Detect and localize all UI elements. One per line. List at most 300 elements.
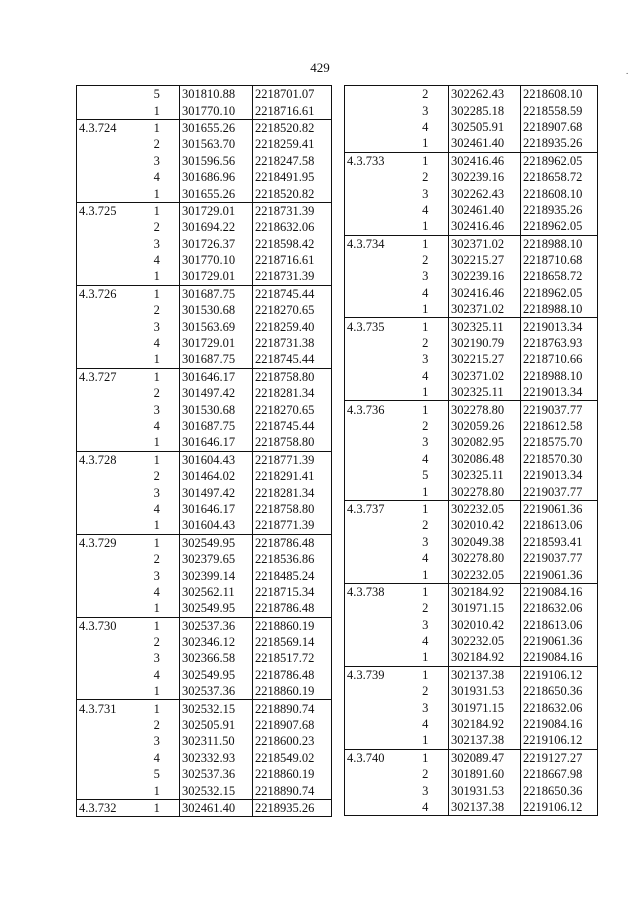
- parcel-id-cell: [345, 732, 403, 749]
- table-row: [345, 699, 598, 715]
- y-coordinate-cell: 2218281.34: [253, 484, 332, 500]
- x-coordinate-cell: 302184.92: [449, 583, 521, 600]
- table-row: [77, 517, 332, 534]
- y-coordinate-cell: 2218558.59: [521, 102, 598, 118]
- x-coordinate-cell: 302285.18: [449, 102, 521, 118]
- parcel-id-cell: [345, 799, 403, 816]
- y-coordinate-cell: 2218600.23: [253, 733, 332, 749]
- parcel-id-cell: [345, 268, 403, 284]
- x-coordinate-cell: 302461.40: [449, 202, 521, 218]
- parcel-id-cell: [345, 617, 403, 633]
- y-coordinate-cell: 2218608.10: [521, 86, 598, 103]
- table-row: [345, 218, 598, 235]
- x-coordinate-cell: 302505.91: [180, 717, 253, 733]
- parcel-id-cell: [345, 716, 403, 732]
- y-coordinate-cell: 2218667.98: [521, 766, 598, 782]
- point-number-cell: 1: [403, 583, 449, 600]
- table-row: [345, 517, 598, 533]
- table-row: [77, 202, 332, 219]
- parcel-id-cell: [77, 86, 135, 103]
- x-coordinate-cell: 302215.27: [449, 252, 521, 268]
- x-coordinate-cell: 301497.42: [180, 484, 253, 500]
- table-row: [77, 385, 332, 401]
- parcel-id-cell: [345, 285, 403, 301]
- parcel-id-cell: [345, 483, 403, 500]
- parcel-id-cell: 4.3.726: [77, 285, 135, 302]
- y-coordinate-cell: 2219013.34: [521, 467, 598, 483]
- table-row: [77, 102, 332, 119]
- parcel-id-cell: [77, 385, 135, 401]
- table-row: [77, 534, 332, 551]
- table-row: [345, 119, 598, 135]
- table-row: [77, 600, 332, 617]
- parcel-id-cell: 4.3.734: [345, 235, 403, 252]
- table-row: [77, 318, 332, 334]
- parcel-id-cell: [77, 551, 135, 567]
- point-number-cell: 2: [135, 385, 180, 401]
- point-number-cell: 3: [403, 699, 449, 715]
- parcel-id-cell: [345, 451, 403, 467]
- x-coordinate-cell: 302137.38: [449, 666, 521, 683]
- point-number-cell: 1: [403, 483, 449, 500]
- x-coordinate-cell: 302379.65: [180, 551, 253, 567]
- table-row: [77, 86, 332, 103]
- table-row: [77, 551, 332, 567]
- table-row: [345, 318, 598, 335]
- x-coordinate-cell: 302010.42: [449, 517, 521, 533]
- x-coordinate-cell: 302416.46: [449, 285, 521, 301]
- parcel-id-cell: 4.3.728: [77, 451, 135, 468]
- x-coordinate-cell: 302262.43: [449, 86, 521, 103]
- y-coordinate-cell: 2218731.39: [253, 268, 332, 285]
- table-row: [345, 617, 598, 633]
- table-row: [77, 153, 332, 169]
- point-number-cell: 4: [403, 119, 449, 135]
- x-coordinate-cell: 301971.15: [449, 699, 521, 715]
- point-number-cell: 4: [403, 716, 449, 732]
- point-number-cell: 3: [135, 153, 180, 169]
- parcel-id-cell: [77, 318, 135, 334]
- table-row: [345, 451, 598, 467]
- y-coordinate-cell: 2218716.61: [253, 102, 332, 119]
- point-number-cell: 2: [403, 600, 449, 616]
- y-coordinate-cell: 2218710.68: [521, 252, 598, 268]
- parcel-id-cell: [345, 683, 403, 699]
- parcel-id-cell: [77, 418, 135, 434]
- y-coordinate-cell: 2218763.93: [521, 335, 598, 351]
- point-number-cell: 1: [135, 782, 180, 799]
- parcel-id-cell: [77, 634, 135, 650]
- parcel-id-cell: [77, 733, 135, 749]
- y-coordinate-cell: 2219106.12: [521, 799, 598, 816]
- y-coordinate-cell: 2218731.38: [253, 335, 332, 351]
- x-coordinate-cell: 302537.36: [180, 683, 253, 700]
- point-number-cell: 2: [403, 169, 449, 185]
- y-coordinate-cell: 2218890.74: [253, 700, 332, 717]
- x-coordinate-cell: 302215.27: [449, 351, 521, 367]
- point-number-cell: 4: [135, 750, 180, 766]
- parcel-id-cell: [77, 567, 135, 583]
- y-coordinate-cell: 2219037.77: [521, 401, 598, 418]
- y-coordinate-cell: 2218745.44: [253, 418, 332, 434]
- x-coordinate-cell: 302416.46: [449, 152, 521, 169]
- point-number-cell: 1: [403, 152, 449, 169]
- point-number-cell: 4: [135, 501, 180, 517]
- y-coordinate-cell: 2219013.34: [521, 318, 598, 335]
- x-coordinate-cell: 302137.38: [449, 732, 521, 749]
- page-number: 429: [310, 60, 330, 75]
- x-coordinate-cell: 302190.79: [449, 335, 521, 351]
- parcel-id-cell: [77, 102, 135, 119]
- table-row: [77, 302, 332, 318]
- x-coordinate-cell: 301530.68: [180, 302, 253, 318]
- point-number-cell: 5: [135, 86, 180, 103]
- y-coordinate-cell: 2218291.41: [253, 468, 332, 484]
- x-coordinate-cell: 302461.40: [449, 135, 521, 152]
- y-coordinate-cell: 2218962.05: [521, 218, 598, 235]
- point-number-cell: 2: [135, 219, 180, 235]
- parcel-id-cell: [345, 418, 403, 434]
- y-coordinate-cell: 2219037.77: [521, 550, 598, 566]
- y-coordinate-cell: 2218731.39: [253, 202, 332, 219]
- table-row: [77, 683, 332, 700]
- point-number-cell: 1: [135, 102, 180, 119]
- y-coordinate-cell: 2218786.48: [253, 600, 332, 617]
- table-row: [77, 700, 332, 717]
- point-number-cell: 1: [403, 301, 449, 318]
- parcel-id-cell: [345, 202, 403, 218]
- parcel-id-cell: [77, 153, 135, 169]
- y-coordinate-cell: 2219061.36: [521, 633, 598, 649]
- x-coordinate-cell: 301646.17: [180, 434, 253, 451]
- point-number-cell: 1: [135, 700, 180, 717]
- x-coordinate-cell: 302371.02: [449, 368, 521, 384]
- point-number-cell: 1: [135, 202, 180, 219]
- y-coordinate-cell: 2218935.26: [521, 135, 598, 152]
- y-coordinate-cell: 2218715.34: [253, 584, 332, 600]
- table-row: [345, 285, 598, 301]
- point-number-cell: 1: [403, 666, 449, 683]
- parcel-id-cell: [345, 566, 403, 583]
- table-row: [77, 169, 332, 185]
- y-coordinate-cell: 2218988.10: [521, 368, 598, 384]
- table-row: [345, 766, 598, 782]
- parcel-id-cell: [77, 750, 135, 766]
- parcel-id-cell: [345, 119, 403, 135]
- y-coordinate-cell: 2219106.12: [521, 732, 598, 749]
- y-coordinate-cell: 2218658.72: [521, 268, 598, 284]
- y-coordinate-cell: 2218608.10: [521, 185, 598, 201]
- point-number-cell: 1: [135, 683, 180, 700]
- point-number-cell: 1: [403, 235, 449, 252]
- parcel-id-cell: [77, 401, 135, 417]
- point-number-cell: 2: [135, 302, 180, 318]
- table-row: [345, 384, 598, 401]
- table-row: [345, 351, 598, 367]
- parcel-id-cell: 4.3.739: [345, 666, 403, 683]
- point-number-cell: 3: [403, 351, 449, 367]
- x-coordinate-cell: 302278.80: [449, 550, 521, 566]
- x-coordinate-cell: 301891.60: [449, 766, 521, 782]
- table-row: [345, 649, 598, 666]
- parcel-id-cell: [345, 600, 403, 616]
- parcel-id-cell: [345, 434, 403, 450]
- x-coordinate-cell: 302089.47: [449, 749, 521, 766]
- y-coordinate-cell: 2218786.48: [253, 667, 332, 683]
- point-number-cell: 3: [403, 434, 449, 450]
- y-coordinate-cell: 2218935.26: [521, 202, 598, 218]
- point-number-cell: 1: [403, 500, 449, 517]
- x-coordinate-cell: 302461.40: [180, 799, 253, 816]
- y-coordinate-cell: 2218758.80: [253, 434, 332, 451]
- y-coordinate-cell: 2218988.10: [521, 301, 598, 318]
- y-coordinate-cell: 2219061.36: [521, 500, 598, 517]
- x-coordinate-cell: 302278.80: [449, 401, 521, 418]
- point-number-cell: 4: [403, 633, 449, 649]
- y-coordinate-cell: 2218575.70: [521, 434, 598, 450]
- x-coordinate-cell: 302549.95: [180, 667, 253, 683]
- x-coordinate-cell: 302562.11: [180, 584, 253, 600]
- y-coordinate-cell: 2218860.19: [253, 683, 332, 700]
- table-row: [345, 86, 598, 103]
- x-coordinate-cell: 302537.36: [180, 617, 253, 634]
- table-row: [345, 401, 598, 418]
- table-row: [345, 683, 598, 699]
- table-row: [77, 401, 332, 417]
- parcel-id-cell: [77, 219, 135, 235]
- point-number-cell: 3: [403, 102, 449, 118]
- table-row: [77, 799, 332, 816]
- point-number-cell: 1: [403, 135, 449, 152]
- table-row: [345, 135, 598, 152]
- table-row: [77, 351, 332, 368]
- x-coordinate-cell: 302505.91: [449, 119, 521, 135]
- point-number-cell: 2: [135, 551, 180, 567]
- table-row: [345, 252, 598, 268]
- y-coordinate-cell: 2218771.39: [253, 451, 332, 468]
- table-row: [77, 717, 332, 733]
- point-number-cell: 3: [135, 650, 180, 666]
- parcel-id-cell: [345, 766, 403, 782]
- point-number-cell: 3: [403, 534, 449, 550]
- x-coordinate-cell: 301604.43: [180, 451, 253, 468]
- point-number-cell: 1: [135, 351, 180, 368]
- parcel-id-cell: [77, 517, 135, 534]
- y-coordinate-cell: 2218593.41: [521, 534, 598, 550]
- table-row: [345, 732, 598, 749]
- parcel-id-cell: 4.3.724: [77, 119, 135, 136]
- point-number-cell: 4: [403, 550, 449, 566]
- y-coordinate-cell: 2218716.61: [253, 252, 332, 268]
- x-coordinate-cell: 302346.12: [180, 634, 253, 650]
- parcel-id-cell: [345, 368, 403, 384]
- y-coordinate-cell: 2219013.34: [521, 384, 598, 401]
- x-coordinate-cell: 302184.92: [449, 716, 521, 732]
- x-coordinate-cell: 302532.15: [180, 700, 253, 717]
- parcel-id-cell: [345, 467, 403, 483]
- parcel-id-cell: [345, 782, 403, 798]
- table-row: [77, 119, 332, 136]
- x-coordinate-cell: 301726.37: [180, 236, 253, 252]
- x-coordinate-cell: 302239.16: [449, 169, 521, 185]
- y-coordinate-cell: 2219084.16: [521, 583, 598, 600]
- y-coordinate-cell: 2219084.16: [521, 716, 598, 732]
- y-coordinate-cell: 2218569.14: [253, 634, 332, 650]
- parcel-id-cell: 4.3.740: [345, 749, 403, 766]
- point-number-cell: 4: [403, 202, 449, 218]
- table-row: [77, 268, 332, 285]
- table-row: [345, 749, 598, 766]
- x-coordinate-cell: 302332.93: [180, 750, 253, 766]
- parcel-id-cell: [345, 351, 403, 367]
- y-coordinate-cell: 2218613.06: [521, 517, 598, 533]
- x-coordinate-cell: 301729.01: [180, 335, 253, 351]
- y-coordinate-cell: 2218247.58: [253, 153, 332, 169]
- parcel-id-cell: [77, 268, 135, 285]
- table-row: [77, 236, 332, 252]
- y-coordinate-cell: 2218485.24: [253, 567, 332, 583]
- y-coordinate-cell: 2218270.65: [253, 302, 332, 318]
- x-coordinate-cell: 301729.01: [180, 268, 253, 285]
- y-coordinate-cell: 2218536.86: [253, 551, 332, 567]
- x-coordinate-cell: 301687.75: [180, 418, 253, 434]
- x-coordinate-cell: 302371.02: [449, 235, 521, 252]
- x-coordinate-cell: 301604.43: [180, 517, 253, 534]
- point-number-cell: 3: [403, 268, 449, 284]
- x-coordinate-cell: 302278.80: [449, 483, 521, 500]
- x-coordinate-cell: 302537.36: [180, 766, 253, 782]
- point-number-cell: 1: [135, 119, 180, 136]
- y-coordinate-cell: 2218771.39: [253, 517, 332, 534]
- table-row: [77, 650, 332, 666]
- parcel-id-cell: 4.3.727: [77, 368, 135, 385]
- point-number-cell: 1: [135, 600, 180, 617]
- table-row: [345, 418, 598, 434]
- x-coordinate-cell: 302049.38: [449, 534, 521, 550]
- parcel-id-cell: [77, 351, 135, 368]
- point-number-cell: 4: [135, 252, 180, 268]
- table-row: [77, 750, 332, 766]
- table-row: [345, 534, 598, 550]
- table-row: [345, 566, 598, 583]
- table-row: [77, 617, 332, 634]
- x-coordinate-cell: 302059.26: [449, 418, 521, 434]
- point-number-cell: 1: [135, 285, 180, 302]
- x-coordinate-cell: 302399.14: [180, 567, 253, 583]
- x-coordinate-cell: 302549.95: [180, 600, 253, 617]
- y-coordinate-cell: 2218570.30: [521, 451, 598, 467]
- y-coordinate-cell: 2218962.05: [521, 152, 598, 169]
- parcel-id-cell: [77, 169, 135, 185]
- table-row: [77, 434, 332, 451]
- x-coordinate-cell: 302239.16: [449, 268, 521, 284]
- table-row: [345, 782, 598, 798]
- point-number-cell: 5: [403, 467, 449, 483]
- point-number-cell: 3: [135, 318, 180, 334]
- table-row: [77, 634, 332, 650]
- parcel-id-cell: [77, 683, 135, 700]
- x-coordinate-cell: 302532.15: [180, 782, 253, 799]
- parcel-id-cell: [77, 136, 135, 152]
- y-coordinate-cell: 2218650.36: [521, 683, 598, 699]
- point-number-cell: 4: [135, 667, 180, 683]
- point-number-cell: 2: [135, 634, 180, 650]
- x-coordinate-cell: 301770.10: [180, 102, 253, 119]
- parcel-id-cell: [345, 301, 403, 318]
- y-coordinate-cell: 2218962.05: [521, 285, 598, 301]
- parcel-id-cell: [77, 434, 135, 451]
- point-number-cell: 1: [403, 401, 449, 418]
- table-row: [77, 567, 332, 583]
- parcel-id-cell: 4.3.733: [345, 152, 403, 169]
- point-number-cell: 4: [403, 799, 449, 816]
- point-number-cell: 2: [135, 136, 180, 152]
- y-coordinate-cell: 2219127.27: [521, 749, 598, 766]
- parcel-id-cell: [345, 135, 403, 152]
- point-number-cell: 1: [135, 268, 180, 285]
- x-coordinate-cell: 301646.17: [180, 501, 253, 517]
- x-coordinate-cell: 302549.95: [180, 534, 253, 551]
- table-row: [77, 136, 332, 152]
- parcel-id-cell: [77, 584, 135, 600]
- x-coordinate-cell: 302416.46: [449, 218, 521, 235]
- x-coordinate-cell: 302137.38: [449, 799, 521, 816]
- parcel-id-cell: 4.3.730: [77, 617, 135, 634]
- y-coordinate-cell: 2218745.44: [253, 285, 332, 302]
- table-row: [77, 368, 332, 385]
- point-number-cell: 4: [403, 368, 449, 384]
- table-row: [77, 418, 332, 434]
- corner-mark: .: [626, 66, 629, 76]
- table-row: [77, 285, 332, 302]
- x-coordinate-cell: 301563.69: [180, 318, 253, 334]
- parcel-id-cell: [77, 484, 135, 500]
- point-number-cell: 1: [135, 185, 180, 202]
- point-number-cell: 1: [135, 534, 180, 551]
- parcel-id-cell: [345, 534, 403, 550]
- x-coordinate-cell: 301563.70: [180, 136, 253, 152]
- table-row: [77, 782, 332, 799]
- table-row: [345, 368, 598, 384]
- table-row: [345, 716, 598, 732]
- point-number-cell: 2: [403, 86, 449, 103]
- y-coordinate-cell: 2218701.07: [253, 86, 332, 103]
- table-row: [77, 468, 332, 484]
- table-row: [345, 467, 598, 483]
- parcel-id-cell: [77, 468, 135, 484]
- parcel-id-cell: [345, 102, 403, 118]
- x-coordinate-cell: 301770.10: [180, 252, 253, 268]
- parcel-id-cell: 4.3.736: [345, 401, 403, 418]
- point-number-cell: 1: [403, 649, 449, 666]
- y-coordinate-cell: 2218758.80: [253, 501, 332, 517]
- point-number-cell: 3: [403, 617, 449, 633]
- parcel-id-cell: [345, 550, 403, 566]
- y-coordinate-cell: 2218598.42: [253, 236, 332, 252]
- point-number-cell: 4: [135, 335, 180, 351]
- parcel-id-cell: 4.3.738: [345, 583, 403, 600]
- table-row: [77, 667, 332, 683]
- table-row: [345, 666, 598, 683]
- point-number-cell: 2: [135, 717, 180, 733]
- x-coordinate-cell: 301464.02: [180, 468, 253, 484]
- point-number-cell: 5: [135, 766, 180, 782]
- parcel-id-cell: [345, 335, 403, 351]
- point-number-cell: 4: [135, 418, 180, 434]
- table-row: [345, 500, 598, 517]
- parcel-id-cell: [345, 252, 403, 268]
- parcel-id-cell: 4.3.737: [345, 500, 403, 517]
